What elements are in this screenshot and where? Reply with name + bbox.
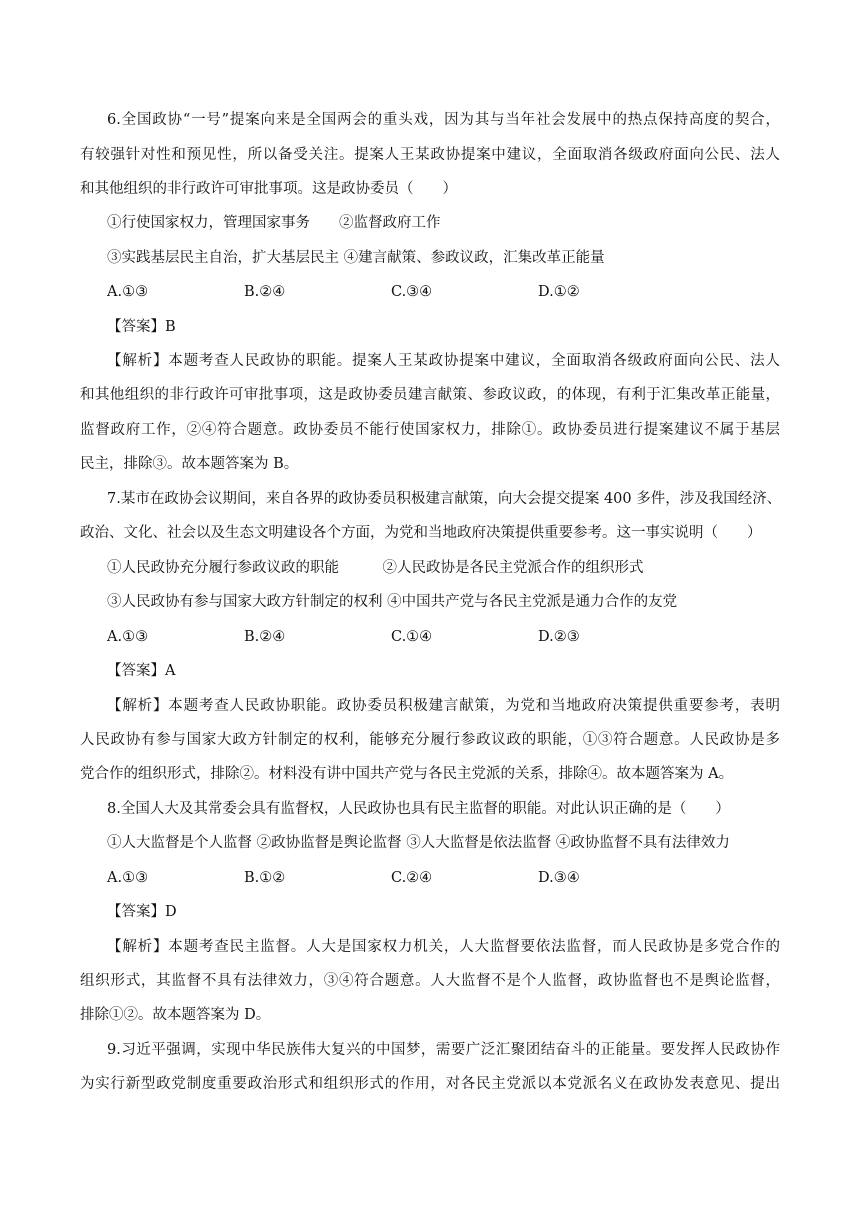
q6-option-a: A.①③ (107, 284, 149, 300)
q8-option-d: D.③④ (538, 870, 580, 886)
q7-option-b: B.②④ (244, 629, 286, 645)
q8-statement-1: ①人大监督是个人监督 ②政协监督是舆论监督 ③人大监督是依法监督 ④政协监督不具有法律效力 (107, 835, 730, 851)
q7-analysis-line-2: 人民政协有参与国家大政方针制定的权利，能够充分履行参政议政的职能，①③符合题意。人民政协是多 (80, 732, 780, 748)
q7-analysis-line-1: 【解析】本题考查人民政协职能。政协委员积极建言献策，为党和当地政府决策提供重要参考，表明 (107, 698, 780, 714)
q6-analysis-line-1: 【解析】本题考查人民政协的职能。提案人王某政协提案中建议，全面取消各级政府面向公民、法人 (107, 353, 780, 369)
q6-analysis-line-4: 民主，排除③。故本题答案为 B。 (80, 456, 299, 472)
q7-answer: 【答案】A (107, 663, 176, 679)
q7-stem-line-1: 7.某市在政协会议期间，来自各界的政协委员积极建言献策，向大会提交提案 400 多件，涉及我国经济、 (107, 491, 782, 507)
q7-option-a: A.①③ (107, 629, 149, 645)
q7-statement-2: ③人民政协有参与国家大政方针制定的权利 ④中国共产党与各民主党派是通力合作的友党 (107, 594, 678, 610)
q8-stem-line-1: 8.全国人大及其常委会具有监督权，人民政协也具有民主监督的职能。对此认识正确的是（ ） (107, 801, 730, 817)
q8-option-c: C.②④ (391, 870, 433, 886)
q6-stem-line-2: 有较强针对性和预见性，所以备受关注。提案人王某政协提案中建议，全面取消各级政府面向公民、法人 (80, 147, 780, 163)
q6-statement-2: ③实践基层民主自治，扩大基层民主 ④建言献策、参政议政，汇集改革正能量 (107, 250, 605, 266)
q6-analysis-line-2: 和其他组织的非行政许可审批事项，这是政协委员建言献策、参政议政，的体现，有利于汇集改革正能量， (80, 387, 780, 403)
q7-analysis-line-3: 党合作的组织形式，排除②。材料没有讲中国共产党与各民主党派的关系，排除④。故本题答案为 A。 (80, 766, 734, 782)
q8-option-a: A.①③ (107, 870, 149, 886)
q8-answer: 【答案】D (107, 904, 177, 920)
q8-option-b: B.①② (244, 870, 286, 886)
q6-option-b: B.②④ (244, 284, 286, 300)
q7-stem-line-2: 政治、文化、社会以及生态文明建设各个方面，为党和当地政府决策提供重要参考。这一事实说明（ ） (80, 525, 762, 541)
q8-analysis-line-1: 【解析】本题考查民主监督。人大是国家权力机关，人大监督要依法监督，而人民政协是多党合作的 (107, 939, 780, 955)
q6-analysis-line-3: 监督政府工作，②④符合题意。政协委员不能行使国家权力，排除①。政协委员进行提案建议不属于基层 (80, 422, 780, 438)
q7-option-d: D.②③ (538, 629, 580, 645)
q6-option-c: C.③④ (391, 284, 433, 300)
q6-option-d: D.①② (538, 284, 580, 300)
q9-stem-line-2: 为实行新型政党制度重要政治形式和组织形式的作用，对各民主党派以本党派名义在政协发表意见、提出 (80, 1076, 780, 1092)
q7-statement-1: ①人民政协充分履行参政议政的职能 ②人民政协是各民主党派合作的组织形式 (107, 560, 644, 576)
q6-stem-line-3: 和其他组织的非行政许可审批事项。这是政协委员（ ） (80, 181, 457, 197)
q8-analysis-line-3: 排除①②。故本题答案为 D。 (80, 1007, 271, 1023)
q8-analysis-line-2: 组织形式，其监督不具有法律效力，③④符合题意。人大监督不是个人监督，政协监督也不是舆论监督， (80, 973, 780, 989)
q6-answer: 【答案】B (107, 319, 176, 335)
q7-option-c: C.①④ (391, 629, 433, 645)
q6-statement-1: ①行使国家权力，管理国家事务 ②监督政府工作 (107, 215, 441, 231)
q9-stem-line-1: 9.习近平强调，实现中华民族伟大复兴的中国梦，需要广泛汇聚团结奋斗的正能量。要发挥人民政协作 (107, 1042, 780, 1058)
q6-stem-line-1: 6.全国政协“一号”提案向来是全国两会的重头戏，因为其与当年社会发展中的热点保持高度的契合， (107, 112, 780, 128)
